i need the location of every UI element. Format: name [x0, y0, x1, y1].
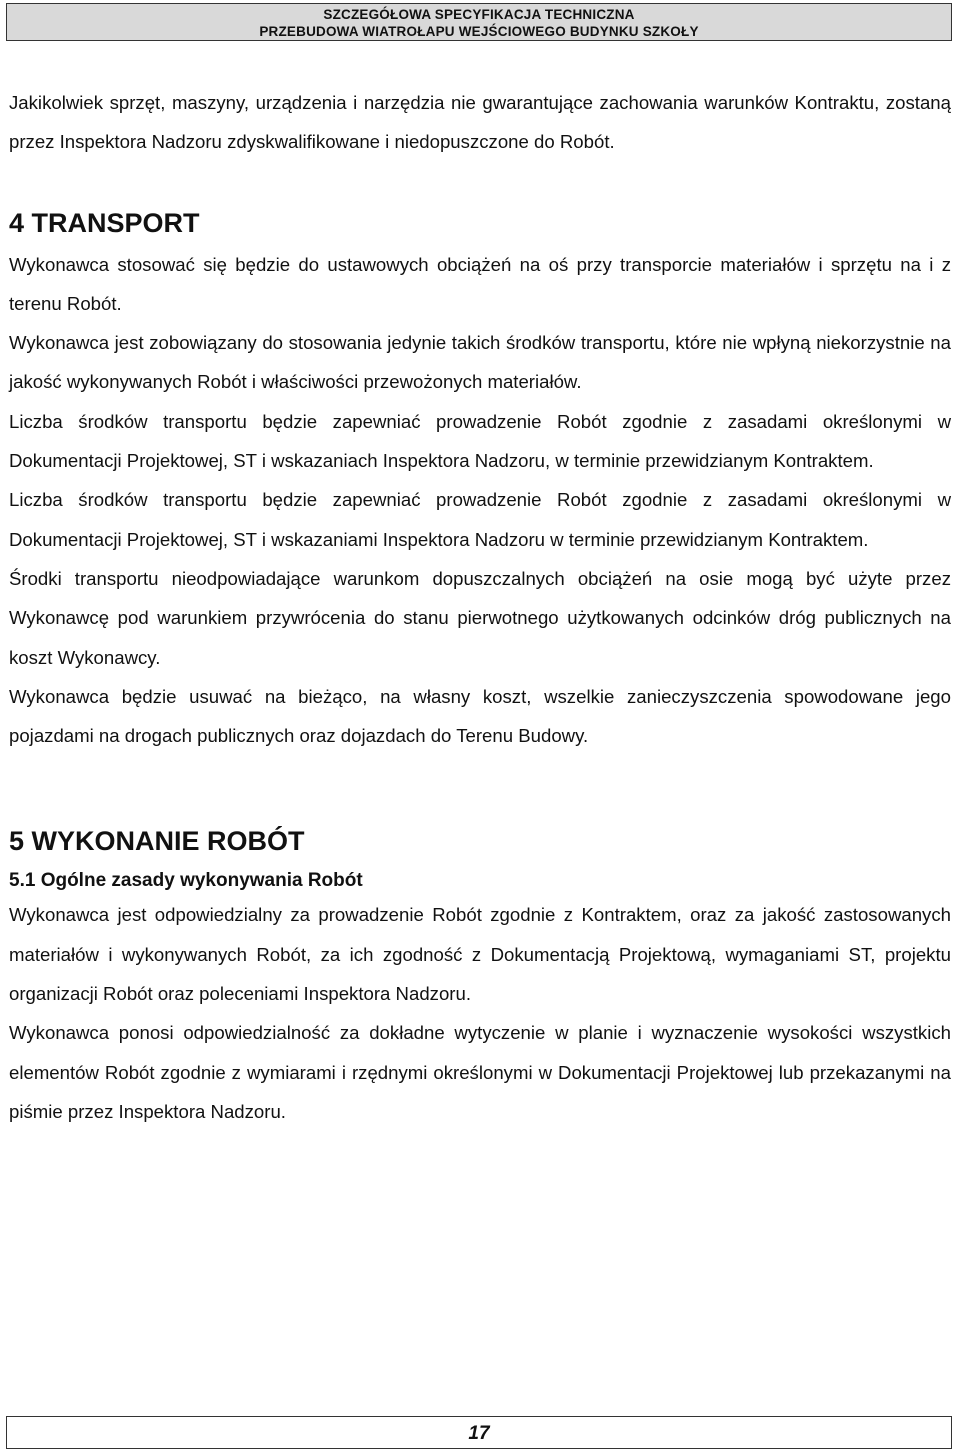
paragraph: Wykonawca będzie usuwać na bieżąco, na własny koszt, wszelkie zanieczyszczenia spowodowane jego pojazdami na drogach publicznych oraz dojazdach do Terenu Budowy.: [9, 685, 951, 747]
subsection-heading: 5.1 Ogólne zasady wykonywania Robót: [9, 870, 363, 892]
document-body: [9, 83, 951, 1131]
paragraph: Liczba środków transportu będzie zapewniać prowadzenie Robót zgodnie z zasadami określonymi w Dokumentacji Projektowej, ST i wskazaniach Inspektora Nadzoru, w terminie przewidzianym Kontraktem.: [9, 410, 951, 472]
page-footer: [6, 1416, 952, 1449]
page-number: 17: [468, 1423, 490, 1444]
paragraph: Wykonawca jest zobowiązany do stosowania jedynie takich środków transportu, które nie wpłyną niekorzystnie na jakość wykonywanych Robót i właściwości przewożonych materiałów.: [9, 332, 951, 393]
section-heading-execution: 5 WYKONANIE ROBÓT: [9, 826, 305, 857]
document-header: [6, 3, 952, 41]
paragraph: Liczba środków transportu będzie zapewniać prowadzenie Robót zgodnie z zasadami określonymi w Dokumentacji Projektowej, ST i wskazaniami Inspektora Nadzoru w terminie przewidzianym Kontraktem.: [9, 489, 951, 550]
header-subtitle: PRZEBUDOWA WIATROŁAPU WEJŚCIOWEGO BUDYNKU SZKOŁY: [259, 24, 699, 39]
section-heading-transport: 4 TRANSPORT: [9, 207, 200, 238]
paragraph: Środki transportu nieodpowiadające warunkom dopuszczalnych obciążeń na osie mogą być użyte przez Wykonawcę pod warunkiem przywrócenia do stanu pierwotnego użytkowanych odcinków dróg publicznych na koszt Wykonawcy.: [9, 567, 951, 668]
paragraph: Wykonawca ponosi odpowiedzialność za dokładne wytyczenie w planie i wyznaczenie wysokości wszystkich elementów Robót zgodnie z wymiarami i rzędnymi określonymi w Dokumentacji Projektowej lub przekazanymi na piśmie przez Inspektora Nadzoru.: [9, 1022, 951, 1122]
paragraph: Wykonawca jest odpowiedzialny za prowadzenie Robót zgodnie z Kontraktem, oraz za jakość zastosowanych materiałów i wykonywanych Robót, za ich zgodność z Dokumentacją Projektową, wymaganiami ST, projektu organizacji Robót oraz poleceniami Inspektora Nadzoru.: [9, 904, 951, 1005]
paragraph: Wykonawca stosować się będzie do ustawowych obciążeń na oś przy transporcie materiałów i sprzętu na i z terenu Robót.: [9, 253, 951, 314]
paragraph-intro: Jakikolwiek sprzęt, maszyny, urządzenia i narzędzia nie gwarantujące zachowania warunków Kontraktu, zostaną przez Inspektora Nadzoru zdyskwalifikowane i niedopuszczone do Robót.: [9, 92, 951, 153]
header-title: SZCZEGÓŁOWA SPECYFIKACJA TECHNICZNA: [323, 7, 635, 22]
